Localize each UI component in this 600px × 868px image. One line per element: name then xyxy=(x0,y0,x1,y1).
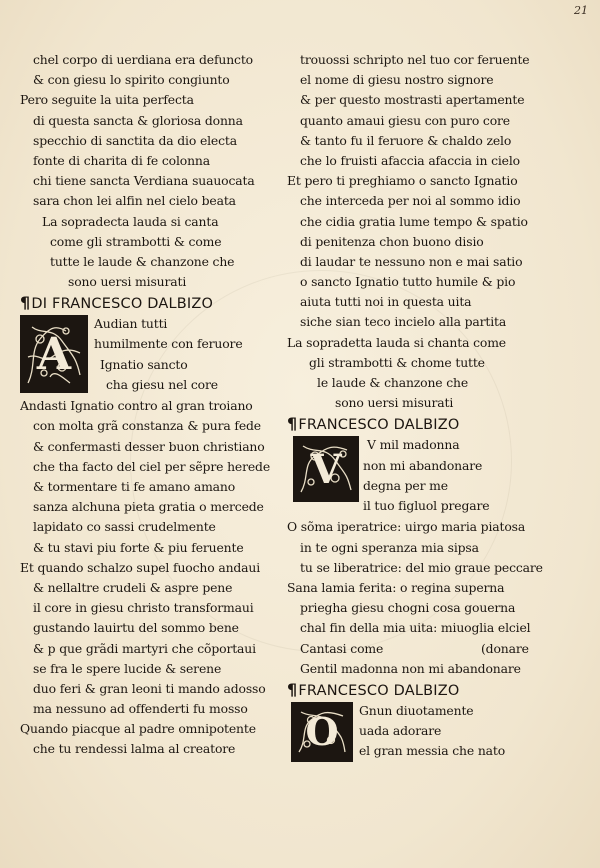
text-line: che cidia gratia lume tempo & spatio xyxy=(300,213,528,229)
rubric-line: tutte le laude & chanzone che xyxy=(50,253,235,269)
pilcrow-icon: ¶ xyxy=(287,414,298,434)
section-heading xyxy=(20,292,278,314)
decorated-initial-o xyxy=(291,702,353,762)
text-line: & confermasti desser buon christiano xyxy=(33,438,265,454)
rubric-line: gli strambotti & chome tutte xyxy=(309,354,485,370)
text-line: & p que grãdi martyri che cõportaui xyxy=(33,640,256,656)
text-line: Sana lamia ferita: o regina superna xyxy=(287,579,505,595)
text-line: lapidato co sassi crudelmente xyxy=(33,519,216,535)
heading-text: DI FRANCESCO DALBIZO xyxy=(31,296,214,313)
text-line: il core in giesu christo transformaui xyxy=(33,600,254,616)
rubric-line xyxy=(287,639,551,659)
pilcrow-icon: ¶ xyxy=(287,679,298,699)
text-line: el nome di giesu nostro signore xyxy=(300,72,494,88)
decorated-initial-a xyxy=(20,315,88,393)
text-line: & per questo mostrasti apertamente xyxy=(300,92,525,108)
left-column xyxy=(20,50,278,760)
initial-block xyxy=(287,701,551,763)
text-line: uada adorare xyxy=(359,723,442,739)
text-line: degna per me xyxy=(363,477,448,493)
text-line: di laudar te nessuno non e mai satio xyxy=(300,253,523,269)
text-line: O sõma iperatrice: uirgo maria piatosa xyxy=(287,519,526,535)
rubric-line: come gli strambotti & come xyxy=(50,233,222,249)
text-line: quanto amaui giesu con puro core xyxy=(300,112,510,128)
text-line: & tormentare ti fe amano amano xyxy=(33,479,236,494)
text-line: o sancto Ignatio tutto humile & pio xyxy=(300,274,516,290)
initial-block xyxy=(287,435,551,517)
text-line: trouossi schripto nel tuo cor feruente xyxy=(300,52,530,67)
section-heading xyxy=(287,679,551,701)
floral-ornament-icon xyxy=(22,317,86,391)
rubric-line: La sopradecta lauda si canta xyxy=(42,213,219,229)
text-line: aiuta tutti noi in questa uita xyxy=(300,294,472,310)
text-line: & tu stavi piu forte & piu feruente xyxy=(33,539,244,555)
text-line: Pero seguite la uita perfecta xyxy=(20,92,194,108)
section-heading xyxy=(287,413,551,435)
text-line: se fra le spere lucide & serene xyxy=(33,660,222,676)
text-line: che lo fruisti afaccia afaccia in cielo xyxy=(300,152,520,168)
text-line: el gran messia che nato xyxy=(359,743,506,759)
text-line: Gnun diuotamente xyxy=(359,702,474,718)
text-line: che interceda per noi al sommo idio xyxy=(300,193,521,209)
text-line: & nellaltre crudeli & aspre pene xyxy=(33,579,233,595)
text-line: cha giesu nel core xyxy=(106,376,218,392)
text-line: sara chon lei alfin nel cielo beata xyxy=(33,193,236,209)
decorated-initial-v xyxy=(293,436,359,502)
rubric-line: Gentil madonna non mi abandonare xyxy=(300,660,521,676)
text-line: fonte di charita di fe colonna xyxy=(33,152,210,168)
text-line: con molta grã constanza & pura fede xyxy=(33,418,261,434)
text-line: che tha facto del ciel per sẽpre herede xyxy=(33,458,270,474)
text-line: tu se liberatrice: del mio graue peccare xyxy=(300,559,543,575)
text-line: & tanto fu il feruore & chaldo zelo xyxy=(300,132,512,148)
pilcrow-icon: ¶ xyxy=(20,293,31,313)
floral-ornament-icon xyxy=(293,704,351,760)
text-line: il tuo figluol pregare xyxy=(363,497,490,513)
text-line: & con giesu lo spirito congiunto xyxy=(33,72,230,88)
rubric-line: sono uersi misurati xyxy=(335,395,454,411)
text-line: chel corpo di uerdiana era defuncto xyxy=(33,52,253,67)
text-line: Andasti Ignatio contro al gran troiano xyxy=(20,398,253,414)
text-line: Audian tutti xyxy=(94,316,168,332)
rubric-line: La sopradetta lauda si chanta come xyxy=(287,334,506,350)
initial-letter: O xyxy=(305,709,339,755)
text-line: non mi abandonare xyxy=(363,457,483,473)
text-line: Et pero ti preghiamo o sancto Ignatio xyxy=(287,173,518,189)
text-line: che tu rendessi lalma al creatore xyxy=(33,741,236,757)
text-line: di penitenza chon buono disio xyxy=(300,233,484,249)
text-line: V mil madonna xyxy=(367,437,460,453)
text-line: siche sian teco incielo alla partita xyxy=(300,314,507,330)
text-line: duo feri & gran leoni ti mando adosso xyxy=(33,680,266,696)
text-line: in te ogni speranza mia sipsa xyxy=(300,539,479,555)
text-line: Quando piacque al padre omnipotente xyxy=(20,721,256,737)
text-line: di questa sancta & gloriosa donna xyxy=(33,112,243,128)
folio-number: 21 xyxy=(574,4,588,17)
text-line: ma nessuno ad offenderti fu mosso xyxy=(33,701,248,717)
text-line: specchio di sanctita da dio electa xyxy=(33,132,237,148)
rubric-text: Cantasi come xyxy=(300,640,384,656)
initial-letter: A xyxy=(36,328,72,380)
heading-text: FRANCESCO DALBIZO xyxy=(298,417,460,434)
text-line: gustando lauirtu del sommo bene xyxy=(33,620,239,636)
text-line: sanza alchuna pieta gratia o mercede xyxy=(33,499,264,515)
initial-block xyxy=(20,314,278,396)
rubric-line: sono uersi misurati xyxy=(68,274,187,290)
text-line: Ignatio sancto xyxy=(100,356,188,372)
text-line: chal fin della mia uita: miuoglia elciel xyxy=(300,620,531,636)
floral-ornament-icon xyxy=(295,438,357,500)
initial-letter: V xyxy=(310,445,342,493)
rubric-turnover: (donare xyxy=(481,640,529,656)
text-line: humilmente con feruore xyxy=(94,336,243,352)
right-column xyxy=(287,50,551,763)
text-line: chi tiene sancta Verdiana suauocata xyxy=(33,173,255,189)
text-line: priegha giesu chogni cosa gouerna xyxy=(300,600,516,616)
rubric-line: le laude & chanzone che xyxy=(317,375,469,390)
heading-text: FRANCESCO DALBIZO xyxy=(298,682,460,699)
text-line: Et quando schalzo supel fuocho andaui xyxy=(20,559,261,575)
